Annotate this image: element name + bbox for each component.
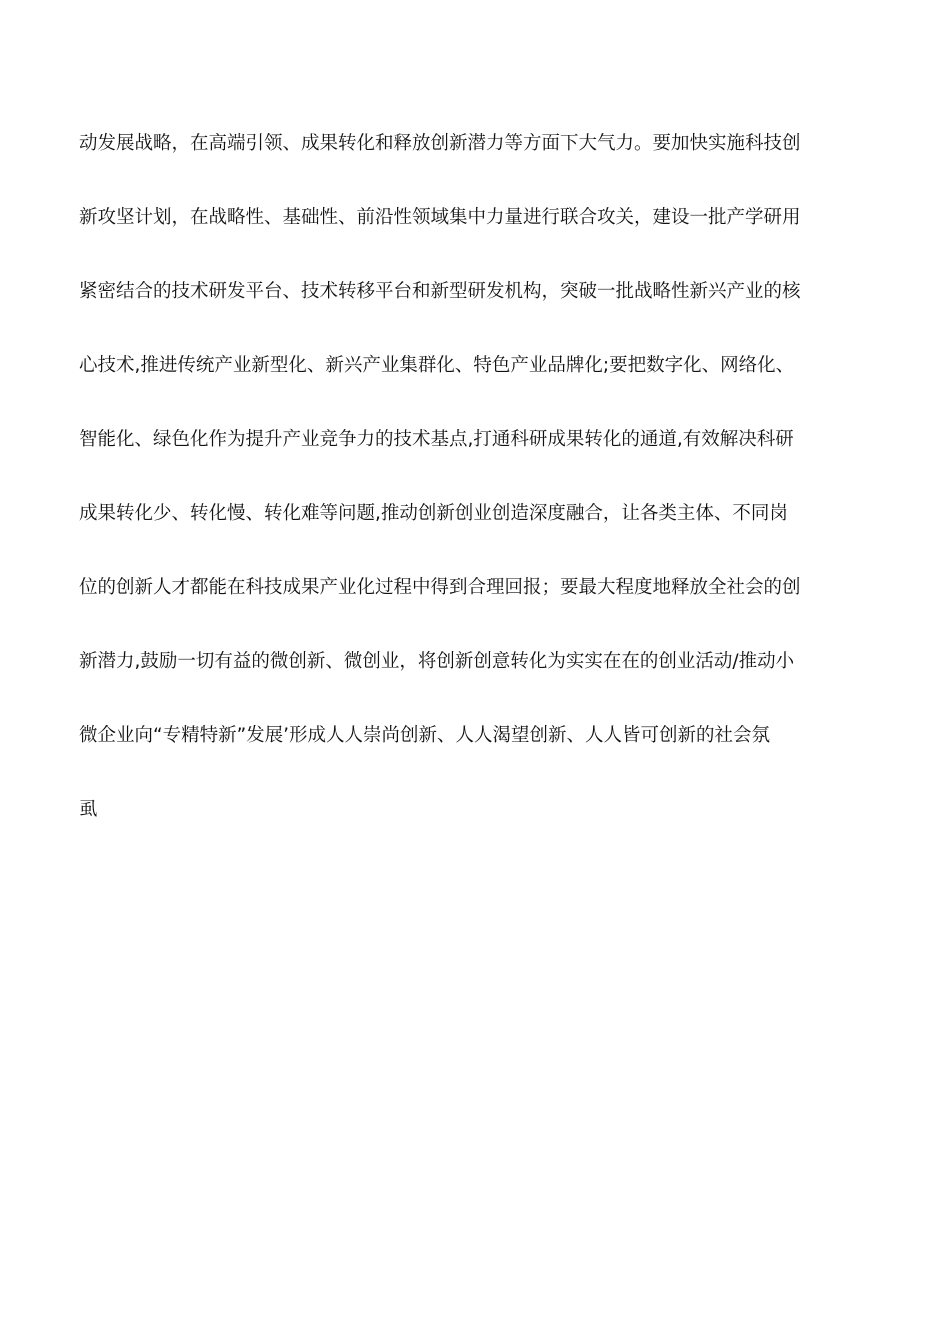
paragraph-line: 微企业向“专精特新”发展’形成人人崇尚创新、人人渴望创新、人人皆可创新的社会氛 xyxy=(79,725,771,746)
paragraph-line: 虱 xyxy=(79,799,98,820)
paragraph-line: 紧密结合的技术研发平台、技术转移平台和新型研发机构，突破一批战略性新兴产业的核 xyxy=(79,281,801,302)
paragraph-line: 智能化、绿色化作为提升产业竞争力的技术基点,打通科研成果转化的通道,有效解决科研 xyxy=(79,429,794,450)
paragraph-line: 心技术,推进传统产业新型化、新兴产业集群化、特色产业品牌化;要把数字化、网络化、 xyxy=(79,355,795,376)
paragraph-line: 位的创新人才都能在科技成果产业化过程中得到合理回报；要最大程度地释放全社会的创 xyxy=(79,577,801,598)
body-paragraph xyxy=(79,126,879,866)
paragraph-line: 成果转化少、转化慢、转化难等问题,推动创新创业创造深度融合，让各类主体、不同岗 xyxy=(79,503,788,524)
paragraph-line: 新攻坚计划，在战略性、基础性、前沿性领域集中力量进行联合攻关，建设一批产学研用 xyxy=(79,207,801,228)
paragraph-line: 动发展战略，在高端引领、成果转化和释放创新潜力等方面下大气力。要加快实施科技创 xyxy=(79,133,801,154)
paragraph-line: 新潜力,鼓励一切有益的微创新、微创业，将创新创意转化为实实在在的创业活动/推动小 xyxy=(79,651,795,672)
